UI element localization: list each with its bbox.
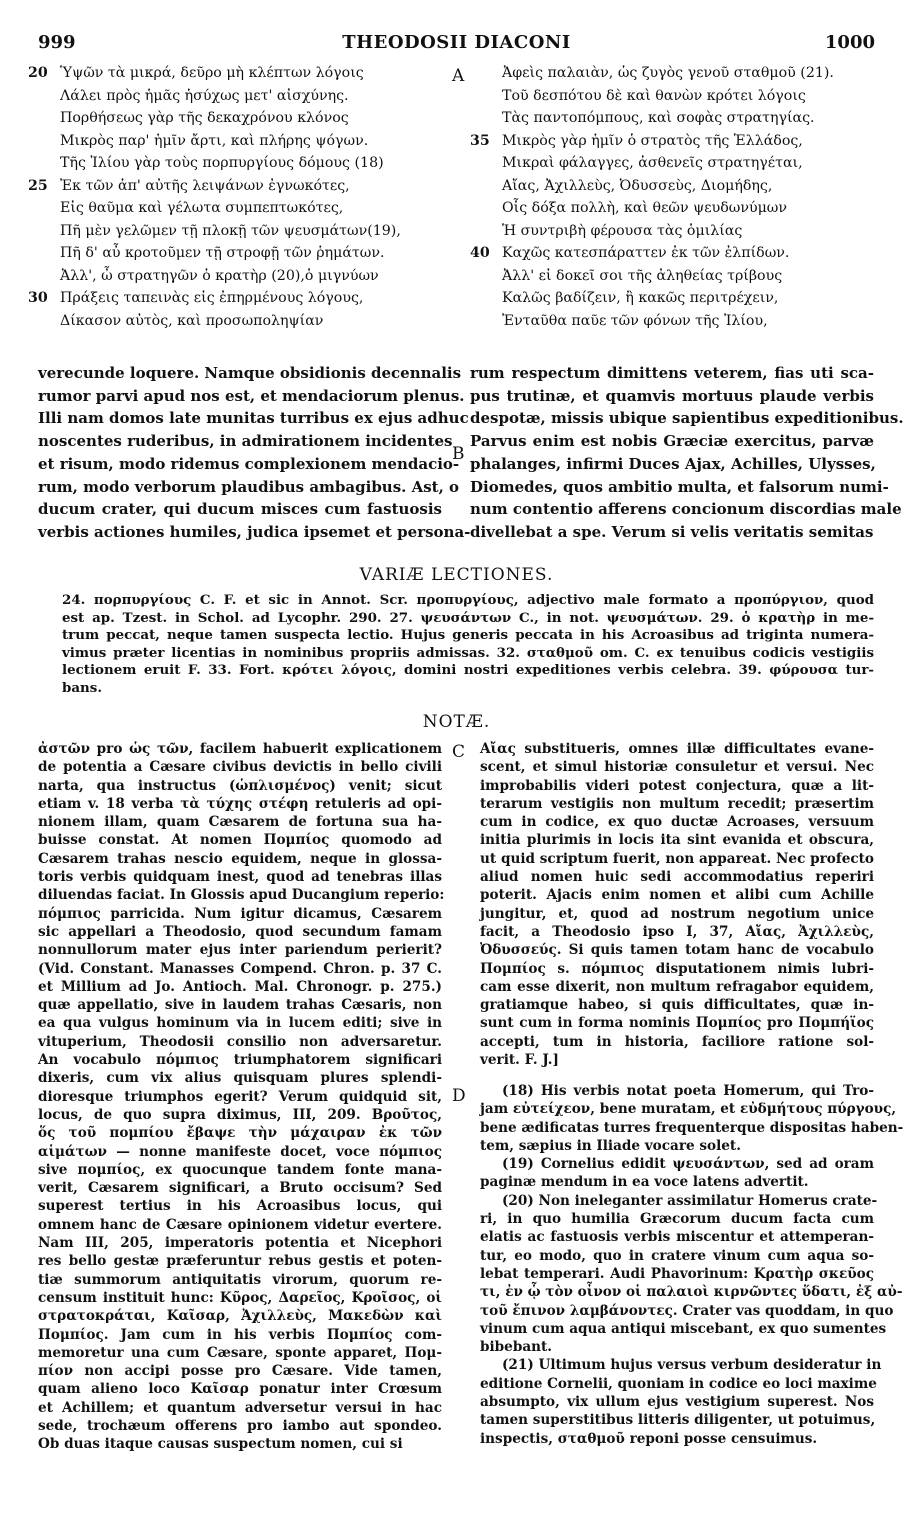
notae-heading: NOTÆ. bbox=[422, 712, 491, 732]
note-line: dixeris, cum vix alius quisquam plures splendi- bbox=[38, 1070, 442, 1087]
note-line: narta, qua instructus (ὡπλισμένος) venit; sicut bbox=[38, 777, 442, 794]
note-line: Πομπίος s. πόμπιος disputationem nimis lubri- bbox=[480, 960, 874, 977]
footnote-line: paginæ mendum in ea voce latens advertit. bbox=[480, 1174, 809, 1191]
verse-text: Μικραὶ φάλαγγες, ἀσθενεῖς στρατηγέται, bbox=[502, 155, 803, 171]
note-line: accepti, tum in historia, faciliore ratione sol- bbox=[480, 1033, 874, 1050]
verse-text: Μικρὸς παρ' ἡμῖν ἄρτι, καὶ πλήρης ψόγων. bbox=[60, 132, 369, 149]
latin-line: rum, modo verborum plaudibus ambagibus. Ast, o bbox=[38, 477, 460, 496]
latin-line: verecunde loquere. Namque obsidionis decennalis bbox=[38, 364, 462, 382]
margin-marker-c: C bbox=[452, 742, 466, 762]
note-line: sede, trochæum offerens pro iambo aut spondeo. bbox=[38, 1417, 442, 1434]
note-line: cum in codice, ex quo ductæ Acroases, versuum bbox=[480, 814, 874, 831]
verse-line bbox=[20, 152, 440, 175]
footnote-line: absumpto, vix ullum ejus vestigium superest. Nos bbox=[480, 1394, 874, 1411]
footnote-line: jam εὐτείχεον, bene muratam, et εὐδμήτους πύργους, bbox=[480, 1101, 897, 1118]
latin-line: rum respectum dimittens veterem, fias uti sca- bbox=[470, 364, 874, 382]
note-line: gratiamque habeo, si quis difficultates, quæ in- bbox=[480, 997, 874, 1014]
note-line: nionem illam, quam Cæsarem de fortuna sua ha- bbox=[38, 814, 442, 831]
verse-text: Καλῶς βαδίζειν, ἢ κακῶς περιτρέχειν, bbox=[502, 290, 779, 306]
footnote-line: (19) Cornelius edidit ψευσάντων, sed ad oram bbox=[502, 1156, 874, 1173]
note-line: αἱμάτων — nonne manifeste docet, voce πόμπιος bbox=[38, 1143, 442, 1160]
verse-line bbox=[462, 197, 892, 220]
varia-line: 24. πορπυργίους C. F. et sic in Annot. Scr. προπυργίους, adjectivo male formato a προπύργιον, quod bbox=[62, 592, 874, 608]
note-line: στρατοκράται, Καῖσαρ, Ἀχιλλεὺς, Μακεδὼν καὶ bbox=[38, 1308, 442, 1325]
verse-number: 25 bbox=[28, 177, 48, 194]
latin-line: divellebat a spe. Verum si velis veritatis semitas bbox=[470, 522, 874, 541]
footnote-line: editione Cornelii, quoniam in codice eo loci maxime bbox=[480, 1375, 877, 1392]
verse-line bbox=[462, 152, 892, 175]
note-line: omnem hanc de Cæsare opinionem videtur evertere. bbox=[38, 1216, 442, 1233]
verse-line bbox=[20, 62, 440, 85]
latin-translation-left bbox=[38, 362, 471, 544]
verse-number: 35 bbox=[470, 132, 490, 149]
note-line: sive πομπίος, ex quocunque tandem fonte mana- bbox=[38, 1161, 442, 1178]
verse-text: Πῆ δ' αὖ κροτοῦμεν τῇ στροφῇ τῶν ῥημάτων. bbox=[60, 245, 385, 261]
verse-text: Ἡ συντριβὴ φέρουσα τὰς ὁμιλίας bbox=[502, 222, 743, 239]
note-line: ea qua vulgus hominum via in lucem editi; sive in bbox=[38, 1015, 442, 1032]
footnote-line: vinum cum aqua antiqui miscebant, ex quo sumentes bbox=[480, 1320, 887, 1337]
verse-line bbox=[462, 107, 892, 130]
note-line: πόμπιος parricida. Num igitur dicamus, Cæsarem bbox=[38, 905, 442, 922]
varia-line: trum peccat, neque tamen suspecta lectio. Hujus generis peccata in his Acroasibus ad triginta numera- bbox=[62, 627, 874, 644]
verse-line bbox=[462, 62, 892, 85]
verse-text: Τῆς Ἰλίου γὰρ τοὺς πορπυργίους δόμους (18) bbox=[60, 155, 384, 171]
footnote-line: τοῦ ἔπινον λαμβάνοντες. Crater vas quoddam, in quo bbox=[480, 1302, 894, 1319]
verse-text: Λάλει πρὸς ἡμᾶς ἡσύχως μετ' αἰσχύνης. bbox=[60, 87, 349, 104]
footnote-line: (20) Non ineleganter assimilatur Homerus crate- bbox=[502, 1192, 878, 1209]
note-line: verit, Cæsarem significari, a Bruto occisum? Sed bbox=[38, 1180, 442, 1197]
verse-line bbox=[462, 242, 892, 265]
verse-line bbox=[462, 85, 892, 108]
note-line: buisse constat. At nomen Πομπίος quomodo ad bbox=[38, 832, 442, 849]
margin-marker-d: D bbox=[452, 1086, 466, 1106]
footnote-line: (21) Ultimum hujus versus verbum desideratur in bbox=[502, 1357, 882, 1374]
running-title: THEODOSII DIACONI bbox=[342, 32, 571, 53]
note-line: improbabilis videri potest conjectura, quæ a lit- bbox=[480, 777, 874, 794]
note-line: toris verbis quidquam inest, quod ad tenebras illas bbox=[38, 869, 442, 886]
verse-line bbox=[20, 287, 440, 310]
note-line: quæ appellatio, sive in laudem trahas Cæsaris, non bbox=[38, 997, 442, 1014]
verse-line bbox=[20, 220, 440, 243]
note-line: Αἴας substitueris, omnes illæ difficultates evane- bbox=[480, 741, 874, 757]
verse-text: Πράξεις ταπεινὰς εἰς ἐπηρμένους λόγους, bbox=[60, 290, 364, 306]
varia-lectiones-heading: VARIÆ LECTIONES. bbox=[359, 565, 554, 585]
verse-line bbox=[462, 175, 892, 198]
footnote-line: tamen superstitibus litteris diligenter, ut potuimus, bbox=[480, 1412, 876, 1429]
note-line: terarum vestigiis non multum recedit; præsertim bbox=[480, 795, 874, 812]
latin-line: Diomedes, quos ambitio multa, et falsorum numi- bbox=[470, 477, 889, 496]
verse-text: Αἴας, Ἀχιλλεὺς, Ὀδυσσεὺς, Διομήδης, bbox=[502, 177, 773, 194]
latin-line: et risum, modo ridemus complexionem mendacio- bbox=[38, 454, 460, 473]
latin-line: pus trutinæ, et quamvis mortuus plaude verbis bbox=[470, 386, 874, 405]
verse-line bbox=[462, 130, 892, 153]
note-line: tiæ summorum antiquitatis virorum, quorum re- bbox=[38, 1271, 442, 1288]
note-line: quam alieno loco Καῖσαρ ponatur inter Crœsum bbox=[38, 1381, 442, 1398]
footnote-line: tem, sæpius in Iliade vocare solet. bbox=[480, 1137, 741, 1154]
latin-line: num contentio afferens concionum discordias male bbox=[470, 500, 902, 519]
note-line: facit, a Theodosio ipso I, 37, Αἴας, Ἀχιλλεὺς, bbox=[480, 923, 874, 940]
footnote-line: bibebant. bbox=[480, 1339, 553, 1356]
greek-verse-left bbox=[20, 62, 440, 332]
latin-line: rumor parvi apud nos est, et mendaciorum plenus. bbox=[38, 386, 465, 405]
verse-text: Ἀλλ' εἰ δοκεῖ σοι τῆς ἀληθείας τρίβους bbox=[502, 267, 783, 284]
latin-line: despotæ, missis ubique sapientibus expeditionibus. bbox=[470, 409, 904, 428]
note-line: vituperium, Theodosii consilio non adversaretur. bbox=[38, 1033, 442, 1050]
note-line: diluendas faciat. In Glossis apud Ducangium reperio: bbox=[38, 887, 445, 904]
verse-line bbox=[462, 265, 892, 288]
note-line: verit. F. J.] bbox=[480, 1052, 559, 1069]
verse-text: Ἀλλ', ὦ στρατηγῶν ὁ κρατὴρ (20),ὁ μιγνύων bbox=[60, 267, 379, 284]
note-line: Ὀδυσσεύς. Si quis tamen totam hanc de vocabulo bbox=[480, 942, 874, 959]
varia-lectiones-text bbox=[62, 592, 874, 698]
note-line: dioresque triumphos egerit? Verum quidquid sit, bbox=[38, 1088, 442, 1105]
page-number-right: 1000 bbox=[824, 32, 875, 53]
footnote-line: ri, in quo humilia Græcorum ducum facta cum bbox=[480, 1211, 874, 1228]
note-line: memoretur una cum Cæsare, sponte apparet, Πομ- bbox=[38, 1344, 442, 1361]
note-line: poterit. Ajacis enim nomen et alibi cum Achille bbox=[480, 887, 874, 904]
notes-column-left bbox=[38, 740, 445, 1454]
note-line: de potentia a Cæsare civibus devictis in bello civili bbox=[38, 759, 442, 776]
verse-line bbox=[20, 130, 440, 153]
footnote-line: (18) His verbis notat poeta Homerum, qui Tro- bbox=[502, 1083, 874, 1099]
varia-line: est ap. Tzest. in Schol. ad Lycophr. 290. 27. ψευσάντων C., in not. ψευσμάτων. 29. ὁ κρατὴρ in me- bbox=[62, 609, 874, 626]
varia-line: vimus præter licentias in nominibus propriis admissas. 32. σταθμοῦ om. C. ex tenuibus codicis vestigiis bbox=[62, 644, 874, 661]
note-line: et Millium ad Jo. Antioch. Mal. Chronogr. p. 275.) bbox=[38, 978, 442, 995]
latin-line: phalanges, infirmi Duces Ajax, Achilles, Ulysses, bbox=[470, 454, 876, 473]
page-number-left: 999 bbox=[38, 32, 76, 53]
verse-text: Πῆ μὲν γελῶμεν τῇ πλοκῇ τῶν ψευσμάτων(19), bbox=[60, 222, 401, 239]
note-line: An vocabulo πόμπιος triumphatorem significari bbox=[38, 1052, 442, 1069]
note-line: censum instituit hunc: Κῦρος, Δαρεῖος, Κροῖσος, οἱ bbox=[38, 1289, 442, 1306]
page-header bbox=[38, 32, 875, 56]
note-line: cam esse dixerit, non multum refragabor equidem, bbox=[480, 978, 874, 995]
varia-line: lectionem eruit F. 33. Fort. κρότει λόγοις, domini nostri expeditiones verbis celebra. 39. φύρουσα tur- bbox=[62, 662, 874, 679]
footnote-line: lebat temperari. Audi Phavorinum: Κρατὴρ σκεῦος bbox=[480, 1265, 874, 1282]
footnote-line: τι, ἐν ᾧ τὸν οἶνον οἱ παλαιοὶ κιρνῶντες ὕδατι, ἐξ αὐ- bbox=[480, 1284, 903, 1301]
verse-line bbox=[20, 265, 440, 288]
note-line: res bello gestæ præferuntur rebus gestis et poten- bbox=[38, 1253, 442, 1270]
note-line: sunt cum in forma nominis Πομπίος pro Πομπήϊος bbox=[480, 1015, 874, 1032]
note-line: locus, de quo supra diximus, III, 209. Βροῦτος, bbox=[38, 1106, 442, 1123]
note-line: Nam III, 205, imperatoris potentia et Nicephori bbox=[38, 1235, 442, 1252]
note-line: ἀστῶν pro ὡς τῶν, facilem habuerit explicationem bbox=[38, 741, 442, 757]
note-line: scent, et simul historiæ consuletur et versui. Nec bbox=[480, 759, 874, 776]
note-line: (Vid. Constant. Manasses Compend. Chron. p. 37 C. bbox=[38, 960, 442, 977]
verse-number: 30 bbox=[28, 290, 48, 306]
note-line: nonnullorum mater ejus inter pariendum perierit? bbox=[38, 942, 442, 959]
footnote-line: bene ædificatas turres frequenterque dispositas haben- bbox=[480, 1119, 904, 1136]
verse-number: 40 bbox=[470, 245, 490, 261]
verse-text: Πορθήσεως γὰρ τῆς δεκαχρόνου κλόνος bbox=[60, 110, 349, 126]
verse-text: Μικρὸς γὰρ ἡμῖν ὁ στρατὸς τῆς Ἑλλάδος, bbox=[502, 132, 803, 149]
verse-text: Τὰς παντοπόμπους, καὶ σοφὰς στρατηγίας. bbox=[502, 110, 815, 126]
verse-text: Τοῦ δεσπότου δὲ καὶ θανὼν κρότει λόγοις bbox=[502, 87, 806, 104]
verse-line bbox=[20, 175, 440, 198]
note-line: initia plurimis in locis ita sint evanida et obscura, bbox=[480, 832, 874, 849]
verse-line bbox=[20, 242, 440, 265]
note-line: ut quid scriptum fuerit, non appareat. Nec profecto bbox=[480, 850, 874, 867]
verse-line bbox=[20, 197, 440, 220]
verse-text: Εἰς θαῦμα καὶ γέλωτα συμπεπτωκότες, bbox=[60, 200, 344, 216]
note-line: Ob duas itaque causas suspectum nomen, cui si bbox=[38, 1436, 403, 1453]
latin-translation-right bbox=[470, 362, 904, 544]
verse-text: Ἐκ τῶν ἀπ' αὐτῆς λειψάνων ἐγνωκότες, bbox=[60, 177, 350, 194]
note-line: aliud nomen huic sedi accommodatius reperiri bbox=[480, 869, 874, 886]
verse-line bbox=[20, 107, 440, 130]
latin-line: Parvus enim est nobis Græciæ exercitus, parvæ bbox=[470, 432, 874, 451]
verse-line bbox=[462, 287, 892, 310]
margin-marker-a: A bbox=[452, 66, 465, 86]
verse-line bbox=[20, 85, 440, 108]
note-line: Πομπίος. Jam cum in his verbis Πομπίος com- bbox=[38, 1326, 442, 1343]
latin-line: verbis actiones humiles, judica ipsemet et persona- bbox=[38, 522, 471, 541]
note-line: ὅς τοῦ πομπίου ἔβαψε τὴν μάχαιραν ἐκ τῶν bbox=[38, 1125, 442, 1142]
verse-line bbox=[20, 310, 440, 333]
notes-column-right-continued bbox=[480, 740, 874, 1069]
varia-line: bans. bbox=[62, 679, 102, 696]
verse-text: Ἐνταῦθα παῦε τῶν φόνων τῆς Ἰλίου, bbox=[502, 312, 768, 329]
footnote-line: inspectis, σταθμοῦ reponi posse censuimus. bbox=[480, 1430, 818, 1447]
latin-line: ducum crater, qui ducum misces cum fastuosis bbox=[38, 500, 442, 519]
note-line: sic appellari a Theodosio, quod secundum famam bbox=[38, 923, 442, 940]
footnote-line: tur, eo modo, quo in cratere vinum cum aqua so- bbox=[480, 1247, 874, 1264]
note-line: jungitur, et, quod ad nostrum negotium unice bbox=[480, 905, 874, 922]
verse-number: 20 bbox=[28, 65, 48, 81]
verse-line bbox=[462, 220, 892, 243]
verse-text: Ἀφεὶς παλαιὰν, ὡς ζυγὸς γενοῦ σταθμοῦ (21). bbox=[502, 65, 834, 81]
verse-text: Οἷς δόξα πολλὴ, καὶ θεῶν ψευδωνύμων bbox=[502, 200, 787, 216]
verse-text: Δίκασον αὐτὸς, καὶ προσωποληψίαν bbox=[60, 312, 324, 329]
latin-line: Illi nam domos late munitas turribus ex ejus adhuc bbox=[38, 409, 469, 428]
margin-marker-b: B bbox=[452, 444, 465, 464]
note-line: Cæsarem trahas nescio equidem, neque in glossa- bbox=[38, 850, 442, 867]
note-line: πίον non accipi posse pro Cæsare. Vide tamen, bbox=[38, 1363, 442, 1380]
note-line: etiam v. 18 verba τὰ τύχης στέφη retuleris ad opi- bbox=[38, 795, 442, 812]
verse-text: Ὑψῶν τὰ μικρά, δεῦρο μὴ κλέπτων λόγοις bbox=[60, 65, 364, 81]
notes-column-right-footnotes bbox=[480, 1082, 904, 1448]
latin-line: noscentes ruderibus, in admirationem incidentes bbox=[38, 432, 453, 451]
greek-verse-right bbox=[462, 62, 892, 332]
note-line: superest tertius in his Acroasibus locus, qui bbox=[38, 1198, 442, 1215]
verse-line bbox=[462, 310, 892, 333]
footnote-line: elatis ac fastuosis verbis miscentur et attemperan- bbox=[480, 1229, 874, 1246]
note-line: et Achillem; et quantum adversetur versui in hac bbox=[38, 1399, 442, 1416]
verse-text: Καχῶς κατεσπάραττεν ἐκ τῶν ἐλπίδων. bbox=[502, 245, 790, 261]
